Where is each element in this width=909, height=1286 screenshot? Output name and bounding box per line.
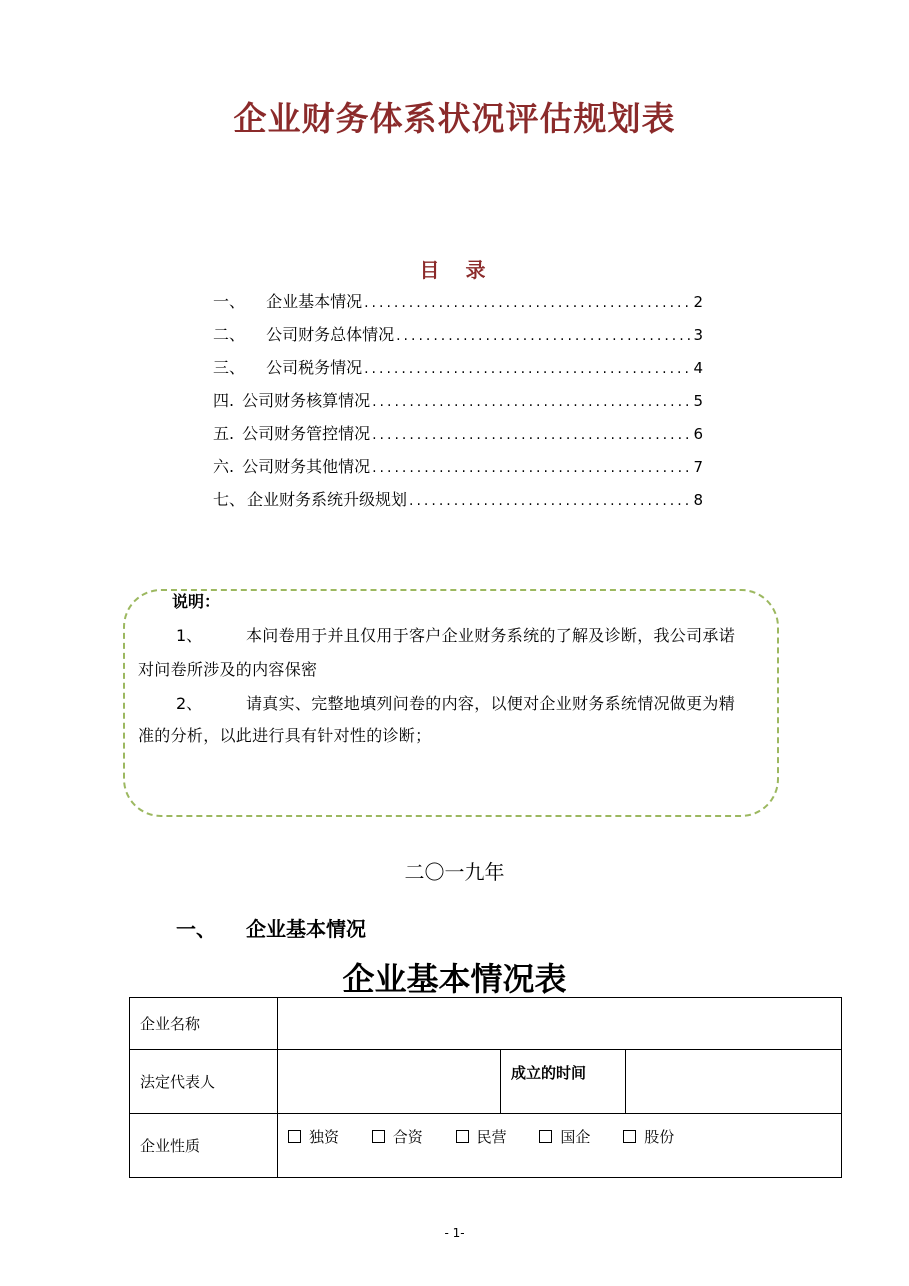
company-name-field[interactable] [278,998,842,1050]
toc-leader-dots [364,295,691,311]
legal-representative-label: 法定代表人 [130,1050,278,1114]
nature-option-label: 合资 [392,1128,423,1146]
nature-option-label: 独资 [309,1128,340,1146]
note-item-text: 对问卷所涉及的内容保密 [138,660,318,679]
toc-item[interactable] [213,421,703,454]
toc-item-number: 四. [213,391,235,410]
toc-item-number: 七、 [213,490,246,509]
toc-heading: 目 录 [419,258,490,282]
section-heading: 企业基本情况 [246,917,366,941]
toc-item-label: 企业财务系统升级规划 [247,490,408,509]
table-row [130,1114,842,1178]
toc-leader-dots [409,493,691,509]
toc-item-number: 六. [213,457,235,476]
document-title: 企业财务体系状况评估规划表 [233,99,676,138]
note-item-text: 请真实、完整地填列问卷的内容，以便对企业财务系统情况做更为精 [246,694,736,713]
section-number: 一、 [176,917,216,941]
note-title: 说明： [172,592,221,611]
toc-item-number: 一、 [213,292,251,311]
toc-item[interactable] [213,322,703,355]
toc-leader-dots [396,328,691,344]
toc-item-number: 二、 [213,325,251,344]
checkbox-icon[interactable] [623,1130,636,1143]
nature-option[interactable] [288,1126,339,1147]
toc-item-label: 公司财务其他情况 [242,457,371,476]
toc-leader-dots [364,361,691,377]
note-item-text: 准的分析，以此进行具有针对性的诊断； [138,726,432,745]
checkbox-icon[interactable] [288,1130,301,1143]
toc-item-page: 5 [693,392,703,410]
toc-item[interactable] [213,355,703,388]
toc-item-page: 3 [693,326,703,344]
toc-item-label: 公司财务核算情况 [242,391,371,410]
nature-option-label: 股份 [644,1128,675,1146]
toc-item-page: 2 [693,293,703,311]
toc-item-page: 8 [693,491,703,509]
toc-item-number: 三、 [213,358,251,377]
toc-leader-dots [372,427,691,443]
toc-item-label: 公司财务总体情况 [266,325,395,344]
toc-item-number: 五. [213,424,235,443]
legal-representative-field[interactable] [278,1050,501,1114]
table-row [130,1050,842,1114]
nature-option-label: 国企 [560,1128,591,1146]
company-nature-options [278,1114,842,1178]
toc-item[interactable] [213,289,703,322]
toc-leader-dots [372,460,691,476]
table-of-contents [213,289,703,520]
toc-item-page: 4 [693,359,703,377]
nature-option[interactable] [456,1126,507,1147]
toc-item[interactable] [213,388,703,421]
company-name-label: 企业名称 [130,998,278,1050]
checkbox-icon[interactable] [372,1130,385,1143]
nature-option[interactable] [372,1126,423,1147]
toc-item-label: 公司财务管控情况 [242,424,371,443]
nature-option-label: 民营 [476,1128,507,1146]
toc-item[interactable] [213,487,703,520]
toc-leader-dots [372,394,691,410]
table-row [130,998,842,1050]
toc-item-label: 公司税务情况 [266,358,363,377]
note-item-number: 1、 [176,626,203,645]
checkbox-icon[interactable] [456,1130,469,1143]
note-item-number: 2、 [176,694,203,713]
table-title: 企业基本情况表 [342,960,567,998]
toc-item-label: 企业基本情况 [266,292,363,311]
note-item-text: 本问卷用于并且仅用于客户企业财务系统的了解及诊断，我公司承诺 [246,626,736,645]
nature-option[interactable] [539,1126,590,1147]
toc-item-page: 7 [693,458,703,476]
toc-item[interactable] [213,454,703,487]
toc-item-page: 6 [693,425,703,443]
company-nature-label: 企业性质 [130,1114,278,1178]
company-info-table [129,997,842,1178]
year-label: 二〇一九年 [404,860,505,884]
founding-date-label: 成立的时间 [501,1050,626,1114]
checkbox-icon[interactable] [539,1130,552,1143]
page-number: - 1- [444,1226,465,1240]
nature-option[interactable] [623,1126,674,1147]
founding-date-field[interactable] [626,1050,842,1114]
